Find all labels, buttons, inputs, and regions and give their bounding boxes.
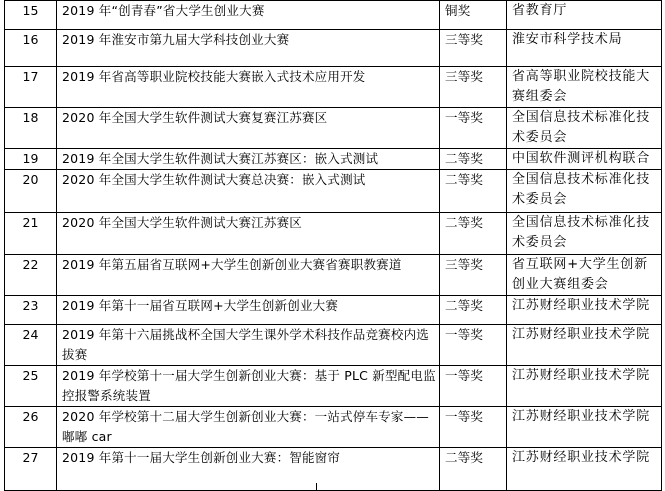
table-row — [5, 108, 662, 149]
row-number: 20 — [5, 170, 57, 213]
competition-name: 2020 年学校第十二届大学生创新创业大赛：一站式停车专家——嘟嘟 car — [57, 407, 440, 448]
table-row — [5, 1, 662, 30]
competition-name: 2019 年学校第十一届大学生创新创业大赛：基于 PLC 新型配电监控报警系统装置 — [57, 366, 440, 407]
organizer: 省教育厅 — [507, 1, 662, 30]
organizer: 江苏财经职业技术学院 — [507, 407, 662, 448]
table-row — [5, 149, 662, 170]
competition-name: 2020 年全国大学生软件测试大赛总决赛：嵌入式测试 — [57, 170, 440, 213]
organizer: 江苏财经职业技术学院 — [507, 366, 662, 407]
competition-name: 2020 年全国大学生软件测试大赛江苏赛区 — [57, 213, 440, 255]
competition-name: 2019 年第十六届挑战杯全国大学生课外学术科技作品竞赛校内选拔赛 — [57, 325, 440, 366]
page-divider-mark — [316, 483, 317, 490]
row-number: 24 — [5, 325, 57, 366]
organizer: 全国信息技术标准化技术委员会 — [507, 213, 662, 255]
competition-name: 2019 年第十一届大学生创新创业大赛：智能窗帘 — [57, 448, 440, 491]
table-row — [5, 325, 662, 366]
table-row — [5, 366, 662, 407]
award-level: 一等奖 — [440, 407, 507, 448]
organizer: 江苏财经职业技术学院 — [507, 325, 662, 366]
organizer: 省互联网+大学生创新创业大赛组委会 — [507, 255, 662, 296]
award-level: 三等奖 — [440, 30, 507, 67]
award-level: 二等奖 — [440, 213, 507, 255]
competition-name: 2019 年淮安市第九届大学科技创业大赛 — [57, 30, 440, 67]
row-number: 27 — [5, 448, 57, 491]
organizer: 全国信息技术标准化技术委员会 — [507, 170, 662, 213]
award-level: 一等奖 — [440, 366, 507, 407]
competition-name: 2019 年全国大学生软件测试大赛江苏赛区：嵌入式测试 — [57, 149, 440, 170]
row-number: 23 — [5, 296, 57, 325]
row-number: 19 — [5, 149, 57, 170]
table-row — [5, 170, 662, 213]
organizer: 江苏财经职业技术学院 — [507, 296, 662, 325]
award-level: 二等奖 — [440, 448, 507, 491]
row-number: 22 — [5, 255, 57, 296]
award-level: 二等奖 — [440, 170, 507, 213]
table-row — [5, 296, 662, 325]
award-level: 一等奖 — [440, 325, 507, 366]
organizer: 中国软件测评机构联合 — [507, 149, 662, 170]
organizer: 全国信息技术标准化技术委员会 — [507, 108, 662, 149]
competition-name: 2019 年“创青春”省大学生创业大赛 — [57, 1, 440, 30]
competition-name: 2019 年第五届省互联网+大学生创新创业大赛省赛职教赛道 — [57, 255, 440, 296]
table-row — [5, 255, 662, 296]
award-level: 二等奖 — [440, 149, 507, 170]
row-number: 15 — [5, 1, 57, 30]
award-level: 三等奖 — [440, 255, 507, 296]
award-level: 一等奖 — [440, 108, 507, 149]
award-level: 二等奖 — [440, 296, 507, 325]
organizer: 江苏财经职业技术学院 — [507, 448, 662, 491]
award-level: 铜奖 — [440, 1, 507, 30]
table-row — [5, 30, 662, 67]
row-number: 25 — [5, 366, 57, 407]
table-row — [5, 213, 662, 255]
row-number: 26 — [5, 407, 57, 448]
table-row — [5, 407, 662, 448]
row-number: 21 — [5, 213, 57, 255]
row-number: 16 — [5, 30, 57, 67]
competition-name: 2019 年省高等职业院校技能大赛嵌入式技术应用开发 — [57, 67, 440, 108]
organizer: 省高等职业院校技能大赛组委会 — [507, 67, 662, 108]
competition-name: 2020 年全国大学生软件测试大赛复赛江苏赛区 — [57, 108, 440, 149]
award-level: 三等奖 — [440, 67, 507, 108]
table-row — [5, 67, 662, 108]
row-number: 17 — [5, 67, 57, 108]
row-number: 18 — [5, 108, 57, 149]
awards-table — [4, 0, 662, 491]
organizer: 淮安市科学技术局 — [507, 30, 662, 67]
competition-name: 2019 年第十一届省互联网+大学生创新创业大赛 — [57, 296, 440, 325]
table-row — [5, 448, 662, 491]
